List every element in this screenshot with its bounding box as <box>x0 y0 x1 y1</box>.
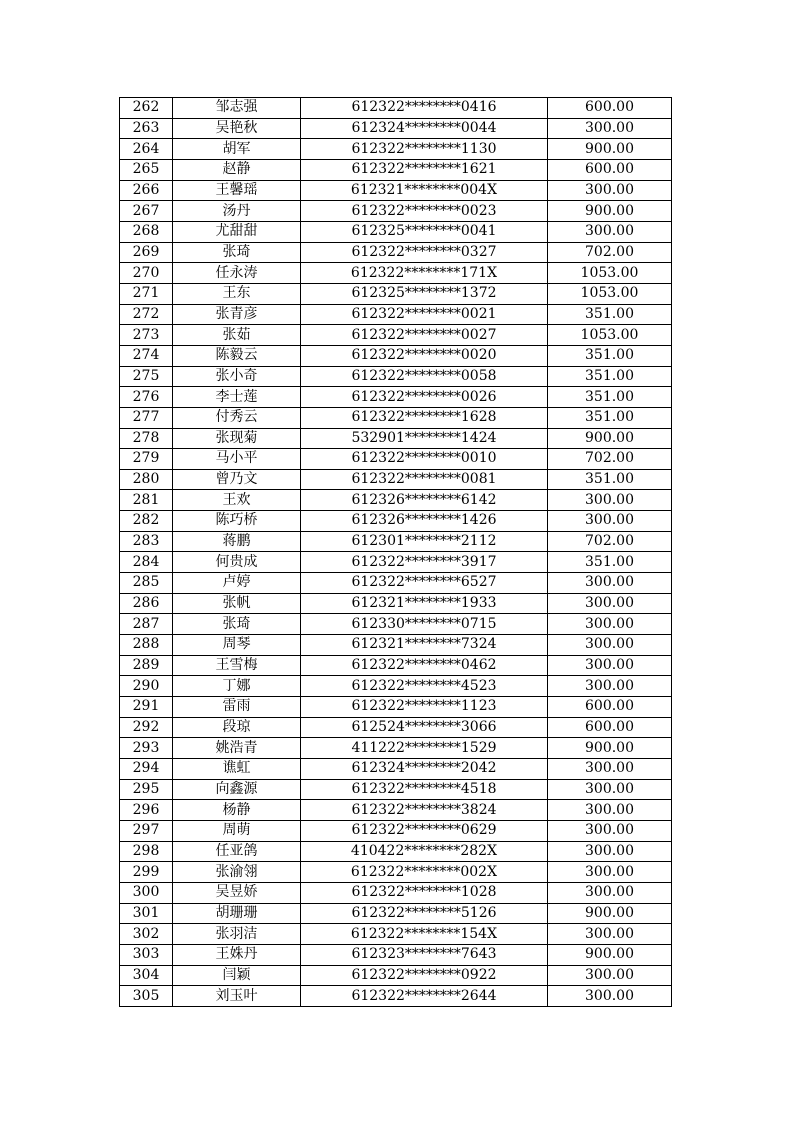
row-number-cell: 287 <box>120 614 173 635</box>
table-row <box>120 242 672 263</box>
table-row <box>120 139 672 160</box>
table-row <box>120 387 672 408</box>
name-cell: 李士莲 <box>173 387 301 408</box>
id-number-cell: 612322********0922 <box>301 965 548 986</box>
table-row <box>120 593 672 614</box>
amount-cell: 300.00 <box>548 655 672 676</box>
amount-cell: 300.00 <box>548 965 672 986</box>
name-cell: 闫颖 <box>173 965 301 986</box>
id-number-cell: 612322********1130 <box>301 139 548 160</box>
amount-cell: 300.00 <box>548 759 672 780</box>
row-number-cell: 278 <box>120 428 173 449</box>
table-row <box>120 98 672 119</box>
name-cell: 王馨瑶 <box>173 180 301 201</box>
name-cell: 任亚鸽 <box>173 841 301 862</box>
amount-cell: 351.00 <box>548 469 672 490</box>
table-row <box>120 201 672 222</box>
id-number-cell: 612322********3917 <box>301 552 548 573</box>
row-number-cell: 289 <box>120 655 173 676</box>
id-number-cell: 612322********0020 <box>301 345 548 366</box>
name-cell: 邹志强 <box>173 98 301 119</box>
id-number-cell: 612322********0327 <box>301 242 548 263</box>
amount-cell: 900.00 <box>548 428 672 449</box>
row-number-cell: 285 <box>120 573 173 594</box>
name-cell: 王欢 <box>173 490 301 511</box>
table-row <box>120 841 672 862</box>
name-cell: 刘玉叶 <box>173 986 301 1007</box>
id-number-cell: 612321********004X <box>301 180 548 201</box>
table-row <box>120 779 672 800</box>
name-cell: 王姝丹 <box>173 944 301 965</box>
amount-cell: 351.00 <box>548 552 672 573</box>
name-cell: 张帆 <box>173 593 301 614</box>
table-row <box>120 511 672 532</box>
table-row <box>120 697 672 718</box>
amount-cell: 300.00 <box>548 800 672 821</box>
amount-cell: 300.00 <box>548 862 672 883</box>
name-cell: 张现菊 <box>173 428 301 449</box>
row-number-cell: 292 <box>120 717 173 738</box>
row-number-cell: 266 <box>120 180 173 201</box>
name-cell: 吴昱娇 <box>173 882 301 903</box>
name-cell: 张琦 <box>173 614 301 635</box>
amount-cell: 351.00 <box>548 304 672 325</box>
name-cell: 张琦 <box>173 242 301 263</box>
id-number-cell: 612324********2042 <box>301 759 548 780</box>
name-cell: 向鑫源 <box>173 779 301 800</box>
table-row <box>120 676 672 697</box>
row-number-cell: 298 <box>120 841 173 862</box>
name-cell: 周萌 <box>173 820 301 841</box>
table-row <box>120 180 672 201</box>
table-row <box>120 738 672 759</box>
amount-cell: 600.00 <box>548 697 672 718</box>
amount-cell: 300.00 <box>548 511 672 532</box>
table-row <box>120 159 672 180</box>
amount-cell: 300.00 <box>548 924 672 945</box>
name-cell: 段琼 <box>173 717 301 738</box>
table-row <box>120 552 672 573</box>
name-cell: 陈巧桥 <box>173 511 301 532</box>
name-cell: 汤丹 <box>173 201 301 222</box>
table-row <box>120 903 672 924</box>
table-row <box>120 531 672 552</box>
amount-cell: 300.00 <box>548 635 672 656</box>
id-number-cell: 612322********154X <box>301 924 548 945</box>
table-row <box>120 221 672 242</box>
name-cell: 周琴 <box>173 635 301 656</box>
name-cell: 胡珊珊 <box>173 903 301 924</box>
name-cell: 张小奇 <box>173 366 301 387</box>
id-number-cell: 612322********0027 <box>301 325 548 346</box>
name-cell: 马小平 <box>173 449 301 470</box>
table-row <box>120 924 672 945</box>
name-cell: 张青彦 <box>173 304 301 325</box>
amount-cell: 300.00 <box>548 986 672 1007</box>
id-number-cell: 612322********0058 <box>301 366 548 387</box>
name-cell: 任永涛 <box>173 263 301 284</box>
id-number-cell: 612524********3066 <box>301 717 548 738</box>
amount-cell: 702.00 <box>548 449 672 470</box>
row-number-cell: 304 <box>120 965 173 986</box>
amount-cell: 900.00 <box>548 738 672 759</box>
name-cell: 付秀云 <box>173 407 301 428</box>
name-cell: 尤甜甜 <box>173 221 301 242</box>
row-number-cell: 302 <box>120 924 173 945</box>
table-row <box>120 944 672 965</box>
id-number-cell: 612322********6527 <box>301 573 548 594</box>
id-number-cell: 612301********2112 <box>301 531 548 552</box>
table-row <box>120 325 672 346</box>
amount-cell: 351.00 <box>548 387 672 408</box>
table-row <box>120 490 672 511</box>
id-number-cell: 612322********002X <box>301 862 548 883</box>
row-number-cell: 273 <box>120 325 173 346</box>
row-number-cell: 264 <box>120 139 173 160</box>
amount-cell: 900.00 <box>548 139 672 160</box>
name-cell: 张羽洁 <box>173 924 301 945</box>
id-number-cell: 612322********3824 <box>301 800 548 821</box>
row-number-cell: 290 <box>120 676 173 697</box>
amount-cell: 300.00 <box>548 490 672 511</box>
row-number-cell: 286 <box>120 593 173 614</box>
id-number-cell: 612324********0044 <box>301 118 548 139</box>
id-number-cell: 612322********5126 <box>301 903 548 924</box>
row-number-cell: 288 <box>120 635 173 656</box>
name-cell: 胡军 <box>173 139 301 160</box>
name-cell: 丁娜 <box>173 676 301 697</box>
name-cell: 赵静 <box>173 159 301 180</box>
row-number-cell: 269 <box>120 242 173 263</box>
id-number-cell: 612322********1621 <box>301 159 548 180</box>
row-number-cell: 267 <box>120 201 173 222</box>
id-number-cell: 612326********1426 <box>301 511 548 532</box>
name-cell: 张茹 <box>173 325 301 346</box>
table-row <box>120 118 672 139</box>
amount-cell: 300.00 <box>548 614 672 635</box>
row-number-cell: 305 <box>120 986 173 1007</box>
id-number-cell: 532901********1424 <box>301 428 548 449</box>
row-number-cell: 263 <box>120 118 173 139</box>
table-row <box>120 862 672 883</box>
row-number-cell: 282 <box>120 511 173 532</box>
id-number-cell: 612322********0462 <box>301 655 548 676</box>
table-row <box>120 345 672 366</box>
row-number-cell: 297 <box>120 820 173 841</box>
row-number-cell: 283 <box>120 531 173 552</box>
id-number-cell: 612326********6142 <box>301 490 548 511</box>
name-cell: 王东 <box>173 283 301 304</box>
id-number-cell: 612330********0715 <box>301 614 548 635</box>
amount-cell: 1053.00 <box>548 283 672 304</box>
id-number-cell: 612321********1933 <box>301 593 548 614</box>
amount-cell: 600.00 <box>548 159 672 180</box>
id-number-cell: 612322********1628 <box>301 407 548 428</box>
table-row <box>120 304 672 325</box>
row-number-cell: 281 <box>120 490 173 511</box>
row-number-cell: 293 <box>120 738 173 759</box>
row-number-cell: 300 <box>120 882 173 903</box>
amount-cell: 300.00 <box>548 841 672 862</box>
id-number-cell: 612321********7324 <box>301 635 548 656</box>
id-number-cell: 612322********0021 <box>301 304 548 325</box>
table-row <box>120 882 672 903</box>
table-body <box>120 98 672 1007</box>
amount-cell: 600.00 <box>548 98 672 119</box>
row-number-cell: 303 <box>120 944 173 965</box>
id-number-cell: 612322********1123 <box>301 697 548 718</box>
row-number-cell: 280 <box>120 469 173 490</box>
table-row <box>120 449 672 470</box>
id-number-cell: 612322********1028 <box>301 882 548 903</box>
amount-cell: 300.00 <box>548 221 672 242</box>
name-cell: 曾乃文 <box>173 469 301 490</box>
id-number-cell: 612322********0629 <box>301 820 548 841</box>
row-number-cell: 265 <box>120 159 173 180</box>
amount-cell: 702.00 <box>548 242 672 263</box>
amount-cell: 351.00 <box>548 366 672 387</box>
amount-cell: 702.00 <box>548 531 672 552</box>
row-number-cell: 270 <box>120 263 173 284</box>
table-row <box>120 635 672 656</box>
row-number-cell: 275 <box>120 366 173 387</box>
id-number-cell: 612322********0023 <box>301 201 548 222</box>
amount-cell: 300.00 <box>548 180 672 201</box>
amount-cell: 300.00 <box>548 593 672 614</box>
name-cell: 雷雨 <box>173 697 301 718</box>
row-number-cell: 268 <box>120 221 173 242</box>
amount-cell: 900.00 <box>548 201 672 222</box>
table-row <box>120 800 672 821</box>
table-row <box>120 965 672 986</box>
name-cell: 谯虹 <box>173 759 301 780</box>
table-row <box>120 717 672 738</box>
table-row <box>120 655 672 676</box>
table-row <box>120 366 672 387</box>
row-number-cell: 274 <box>120 345 173 366</box>
name-cell: 陈毅云 <box>173 345 301 366</box>
table-row <box>120 407 672 428</box>
id-number-cell: 612322********171X <box>301 263 548 284</box>
row-number-cell: 294 <box>120 759 173 780</box>
id-number-cell: 410422********282X <box>301 841 548 862</box>
table-row <box>120 263 672 284</box>
id-number-cell: 612325********1372 <box>301 283 548 304</box>
row-number-cell: 262 <box>120 98 173 119</box>
id-number-cell: 612325********0041 <box>301 221 548 242</box>
id-number-cell: 612323********7643 <box>301 944 548 965</box>
amount-cell: 300.00 <box>548 820 672 841</box>
name-cell: 王雪梅 <box>173 655 301 676</box>
amount-cell: 600.00 <box>548 717 672 738</box>
row-number-cell: 296 <box>120 800 173 821</box>
row-number-cell: 271 <box>120 283 173 304</box>
id-number-cell: 612322********0081 <box>301 469 548 490</box>
row-number-cell: 301 <box>120 903 173 924</box>
amount-cell: 300.00 <box>548 779 672 800</box>
id-number-cell: 612322********0416 <box>301 98 548 119</box>
table-row <box>120 759 672 780</box>
id-number-cell: 612322********4523 <box>301 676 548 697</box>
id-number-cell: 612322********2644 <box>301 986 548 1007</box>
table-row <box>120 614 672 635</box>
amount-cell: 900.00 <box>548 903 672 924</box>
name-cell: 姚浩青 <box>173 738 301 759</box>
id-number-cell: 612322********4518 <box>301 779 548 800</box>
row-number-cell: 277 <box>120 407 173 428</box>
table-row <box>120 986 672 1007</box>
name-cell: 何贵成 <box>173 552 301 573</box>
amount-cell: 300.00 <box>548 573 672 594</box>
amount-cell: 1053.00 <box>548 325 672 346</box>
amount-cell: 1053.00 <box>548 263 672 284</box>
name-cell: 杨静 <box>173 800 301 821</box>
row-number-cell: 272 <box>120 304 173 325</box>
id-number-cell: 411222********1529 <box>301 738 548 759</box>
table-row <box>120 469 672 490</box>
name-cell: 卢婷 <box>173 573 301 594</box>
amount-cell: 300.00 <box>548 676 672 697</box>
id-number-cell: 612322********0026 <box>301 387 548 408</box>
name-cell: 张渝翎 <box>173 862 301 883</box>
table-row <box>120 573 672 594</box>
row-number-cell: 299 <box>120 862 173 883</box>
amount-cell: 300.00 <box>548 118 672 139</box>
table-row <box>120 283 672 304</box>
amount-cell: 351.00 <box>548 345 672 366</box>
id-number-cell: 612322********0010 <box>301 449 548 470</box>
name-cell: 蒋鹏 <box>173 531 301 552</box>
table-row <box>120 820 672 841</box>
row-number-cell: 295 <box>120 779 173 800</box>
amount-cell: 351.00 <box>548 407 672 428</box>
data-table <box>119 97 672 1007</box>
name-cell: 吴艳秋 <box>173 118 301 139</box>
row-number-cell: 279 <box>120 449 173 470</box>
row-number-cell: 284 <box>120 552 173 573</box>
amount-cell: 900.00 <box>548 944 672 965</box>
amount-cell: 300.00 <box>548 882 672 903</box>
row-number-cell: 291 <box>120 697 173 718</box>
row-number-cell: 276 <box>120 387 173 408</box>
table-row <box>120 428 672 449</box>
